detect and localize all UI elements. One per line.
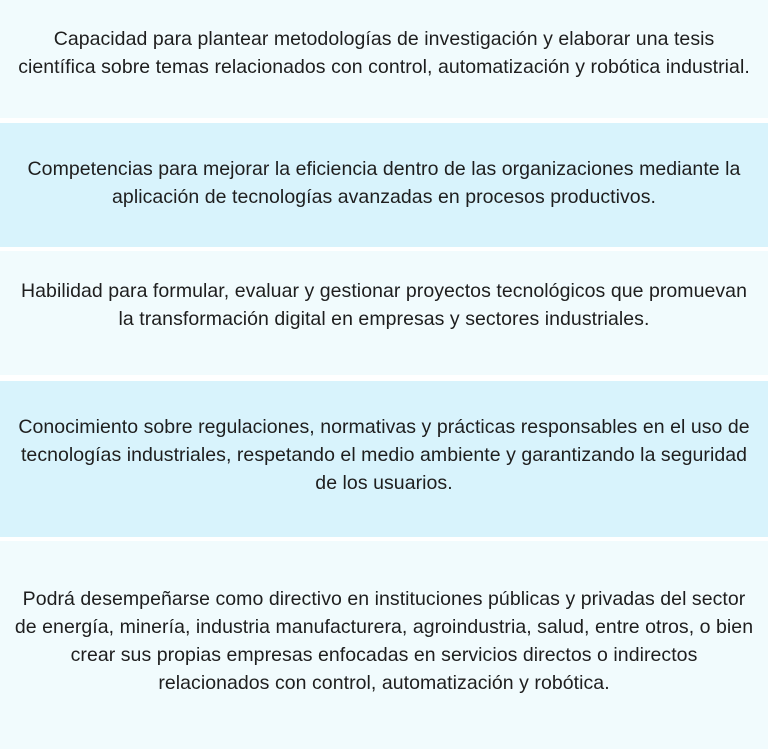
competency-card-efficiency <box>0 123 768 247</box>
competency-text: Habilidad para formular, evaluar y gestionar proyectos tecnológicos que promuevan la transformación digital en empresas y sectores industriales. <box>21 280 747 330</box>
career-outlook-text: Podrá desempeñarse como directivo en instituciones públicas y privadas del sector de energía, minería, industria manufacturera, agroindustria, salud, entre otros, o bien crear sus propias empresas enfocadas en servicios directos o indirectos relacionados con control, automatización y robótica. <box>14 588 754 694</box>
career-outlook-card <box>0 541 768 749</box>
competency-text: Conocimiento sobre regulaciones, normativas y prácticas responsables en el uso de tecnologías industriales, respetando el medio ambiente y garantizando la seguridad de los usuarios. <box>18 416 750 494</box>
competency-text: Competencias para mejorar la eficiencia dentro de las organizaciones mediante la aplicación de tecnologías avanzadas en procesos productivos. <box>27 158 741 208</box>
competency-card-research <box>0 0 768 118</box>
competency-text: Capacidad para plantear metodologías de investigación y elaborar una tesis científica sobre temas relacionados con control, automatización y robótica industrial. <box>18 28 750 78</box>
competency-card-regulations <box>0 381 768 537</box>
competency-card-projects <box>0 251 768 375</box>
